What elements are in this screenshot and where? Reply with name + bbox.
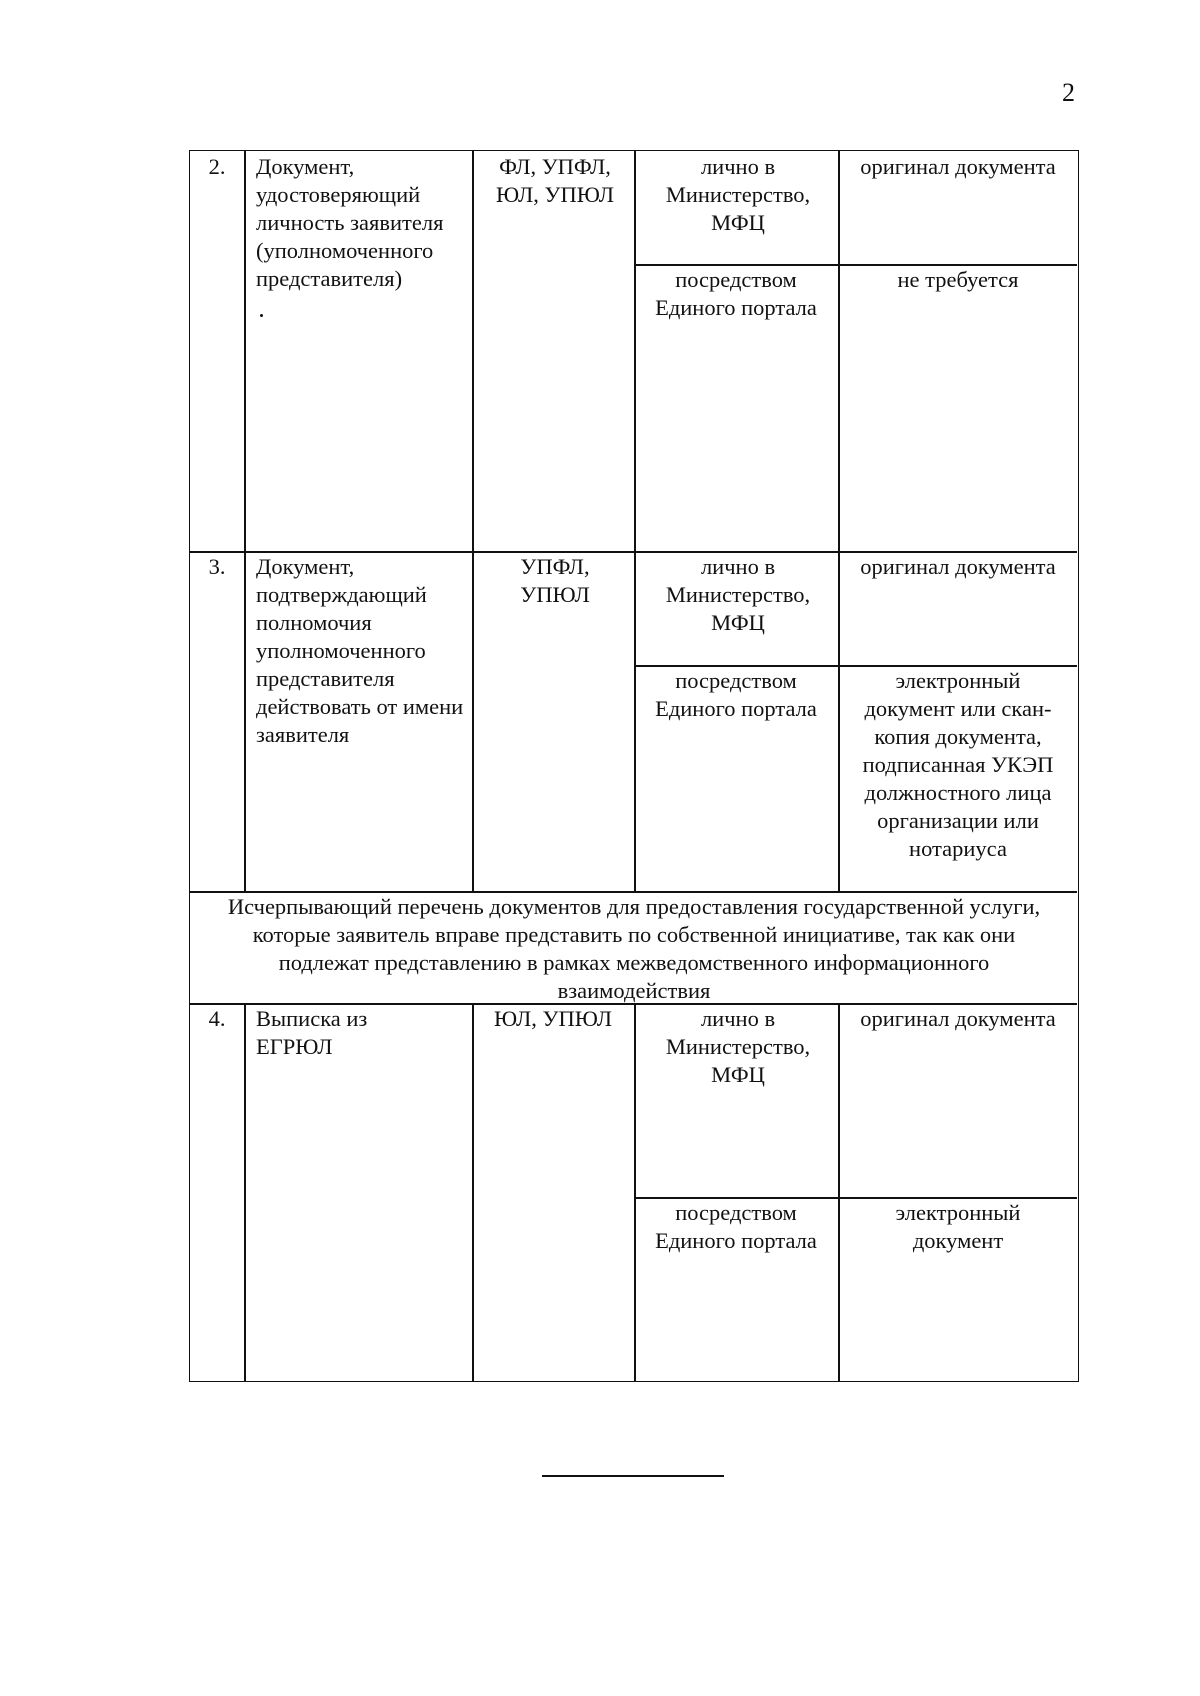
applicant-categories: ЮЛ, УПЮЛ: [494, 1006, 612, 1031]
submission-method: посредством Единого портала: [655, 668, 817, 721]
document-form: оригинал документа: [860, 554, 1056, 579]
page-number: 2: [1062, 78, 1075, 107]
document-form: электронный документ или скан-копия документа, подписанная УКЭП должностного лица организации или нотариуса: [862, 668, 1054, 861]
submission-method: лично в Министерство, МФЦ: [665, 1006, 811, 1087]
documents-table: [189, 150, 1079, 1382]
column-divider: [472, 151, 474, 891]
submission-method: посредством Единого портала: [655, 267, 817, 320]
document-form: оригинал документа: [860, 1006, 1056, 1031]
submission-method: лично в Министерство, МФЦ: [665, 554, 811, 635]
document-name: Документ, подтверждающий полномочия уполномоченного представителя действовать от имени заявителя: [256, 554, 464, 747]
column-divider: [838, 151, 840, 891]
column-divider: [244, 1003, 246, 1381]
document-name: Выписка из ЕГРЮЛ: [256, 1006, 368, 1059]
stray-dot: [260, 314, 263, 317]
closing-rule: [542, 1475, 724, 1477]
applicant-categories: ФЛ, УПФЛ, ЮЛ, УПЮЛ: [496, 154, 614, 207]
row-number: 4.: [208, 1006, 226, 1031]
column-divider: [244, 151, 246, 891]
row-number: 3.: [208, 554, 226, 579]
submission-method: лично в Министерство, МФЦ: [665, 154, 811, 235]
document-form: электронный документ: [895, 1200, 1021, 1253]
column-divider: [838, 1003, 840, 1381]
row-number: 2.: [208, 154, 226, 179]
section-heading: Исчерпывающий перечень документов для предоставления государственной услуги, которые заявитель вправе представить по собственной инициативе, так как они подлежат представлению в рамках межведомственного информационного взаимодействия: [227, 894, 1041, 1003]
document-form: оригинал документа: [860, 154, 1056, 179]
column-divider: [634, 1003, 636, 1381]
applicant-categories: УПФЛ, УПЮЛ: [520, 554, 590, 607]
document-name: Документ, удостоверяющий личность заявителя (уполномоченного представителя): [256, 154, 444, 291]
document-form: не требуется: [897, 267, 1019, 292]
submission-method: посредством Единого портала: [655, 1200, 817, 1253]
column-divider: [472, 1003, 474, 1381]
column-divider: [634, 151, 636, 891]
